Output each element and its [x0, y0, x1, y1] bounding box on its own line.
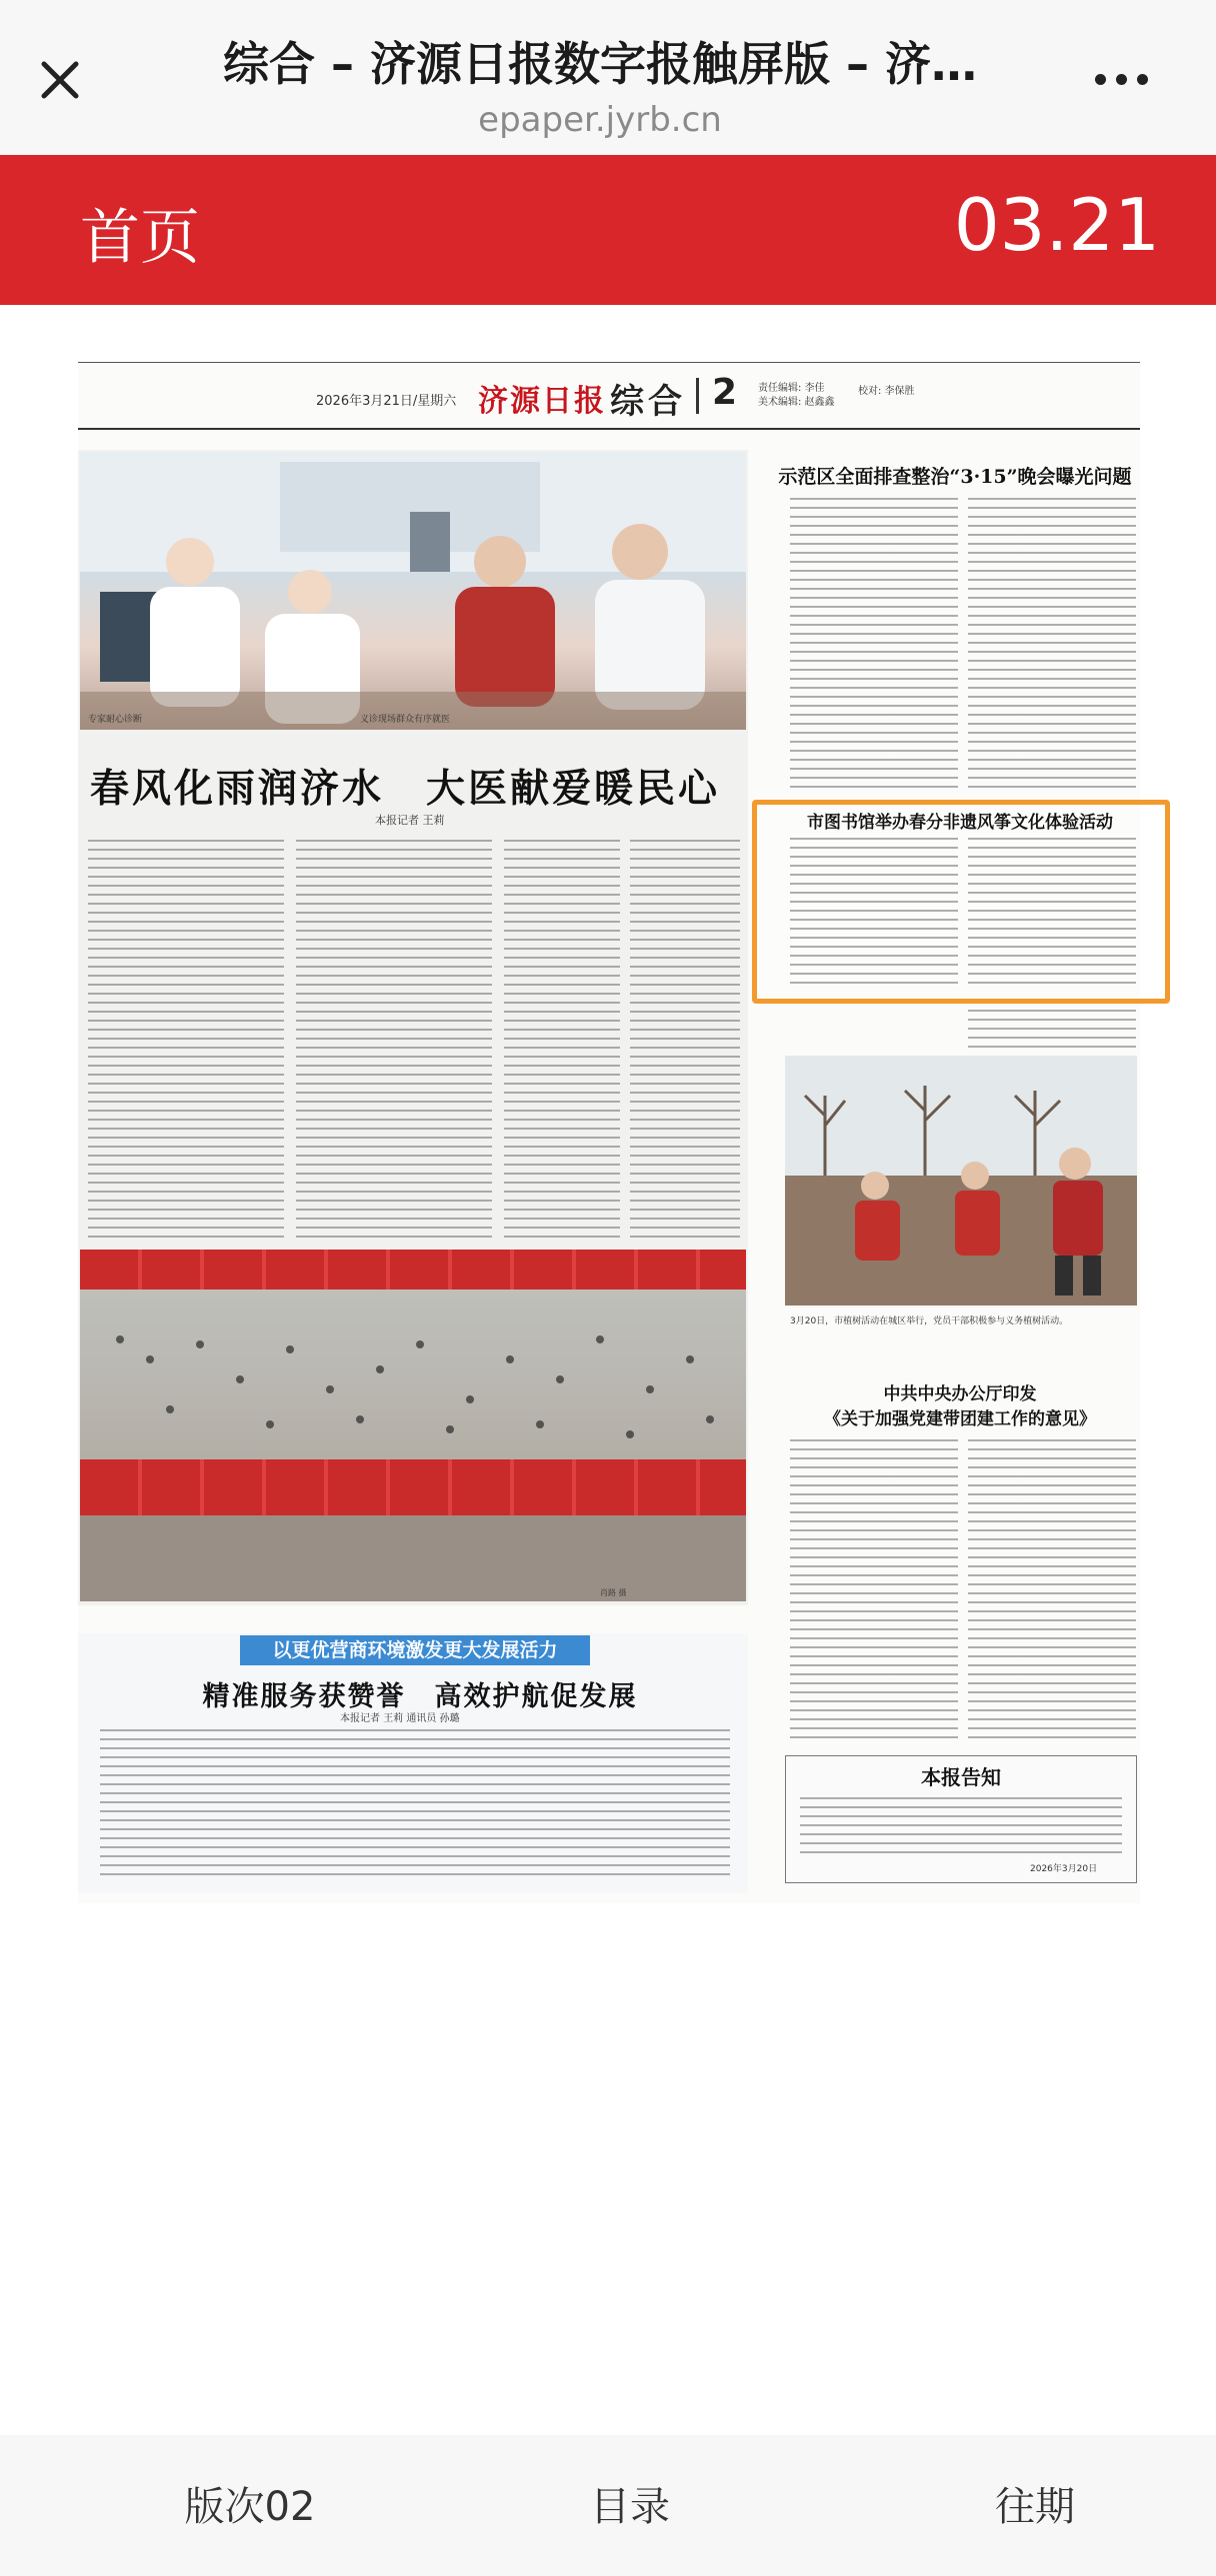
right-mid-text-a — [790, 1439, 958, 1739]
edition-page-button[interactable]: 版次02 — [184, 2484, 316, 2530]
masthead-divider — [696, 378, 699, 414]
tree-planting-caption: 3月20日，市植树活动在城区举行，党员干部积极参与义务植树活动。 — [790, 1316, 1069, 1326]
page-title: 综合 – 济源日报数字报触屏版 – 济… — [222, 37, 978, 91]
epaper-header — [0, 155, 1216, 305]
page-url: epaper.jyrb.cn — [478, 100, 722, 140]
highlighted-text-a — [790, 838, 958, 988]
clinic-photo — [80, 452, 746, 730]
notice-title: 本报告知 — [921, 1765, 1001, 1789]
bottom-navigation — [0, 2435, 1216, 2576]
right-extra-text — [968, 1010, 1136, 1050]
close-icon[interactable] — [28, 48, 92, 112]
newspaper-masthead — [78, 370, 1140, 432]
article-text-col1 — [88, 840, 284, 1240]
issue-date: 03.21 — [953, 183, 1160, 267]
bottom-story-text — [100, 1729, 730, 1879]
masthead-editors: 责任编辑: 李佳 美术编辑: 赵鑫鑫 — [758, 383, 835, 408]
crowd-photo — [80, 1250, 746, 1601]
masthead-rule — [78, 428, 1140, 430]
article-text-col3 — [504, 840, 620, 1240]
notice-date: 2026年3月20日 — [1030, 1864, 1098, 1874]
section-name: 综合 — [610, 382, 686, 422]
page-number: 2 — [712, 372, 738, 413]
right-mid-headline-line2[interactable]: 《关于加强党建带团建工作的意见》 — [824, 1409, 1096, 1429]
lead-byline: 本报记者 王莉 — [375, 814, 445, 827]
highlighted-article-headline[interactable]: 市图书馆举办春分非遗风筝文化体验活动 — [807, 813, 1113, 833]
bottom-story-tag: 以更优营商环境激发更大发展活力 — [240, 1635, 590, 1665]
lead-headline[interactable]: 春风化雨润济水 大医献爱暖民心 — [90, 766, 721, 812]
contents-button[interactable]: 目录 — [590, 2484, 670, 2530]
crowd-photo-caption: 肖路 摄 — [600, 1588, 627, 1597]
right-mid-headline-line1[interactable]: 中共中央办公厅印发 — [883, 1384, 1037, 1404]
more-options-icon[interactable] — [1090, 62, 1170, 98]
past-issues-button[interactable]: 往期 — [995, 2484, 1075, 2530]
home-link[interactable]: 首页 — [80, 203, 200, 273]
right-top-text-a — [790, 498, 958, 794]
browser-toolbar — [0, 0, 1216, 155]
masthead-date: 2026年3月21日/星期六 — [316, 394, 457, 409]
tree-planting-photo — [785, 1056, 1137, 1305]
notice-text — [800, 1797, 1122, 1855]
bottom-story-byline: 本报记者 王莉 通讯员 孙璐 — [340, 1713, 460, 1724]
photo-caption-left: 专家耐心诊断 — [88, 715, 143, 725]
photo-caption-right: 义诊现场群众有序就医 — [360, 715, 451, 725]
article-text-col2 — [296, 840, 492, 1240]
right-top-text-b — [968, 498, 1136, 794]
bottom-story-headline[interactable]: 精准服务获赞誉 高效护航促发展 — [202, 1681, 638, 1712]
right-mid-text-b — [968, 1439, 1136, 1739]
highlighted-text-b — [968, 838, 1136, 988]
article-text-col4 — [630, 840, 740, 1240]
page-top-rule — [78, 362, 1140, 363]
masthead-proofreader: 校对: 李保胜 — [858, 386, 915, 397]
right-top-headline[interactable]: 示范区全面排查整治“3·15”晚会曝光问题 — [778, 466, 1132, 488]
newspaper-logo: 济源日报 — [478, 384, 606, 419]
